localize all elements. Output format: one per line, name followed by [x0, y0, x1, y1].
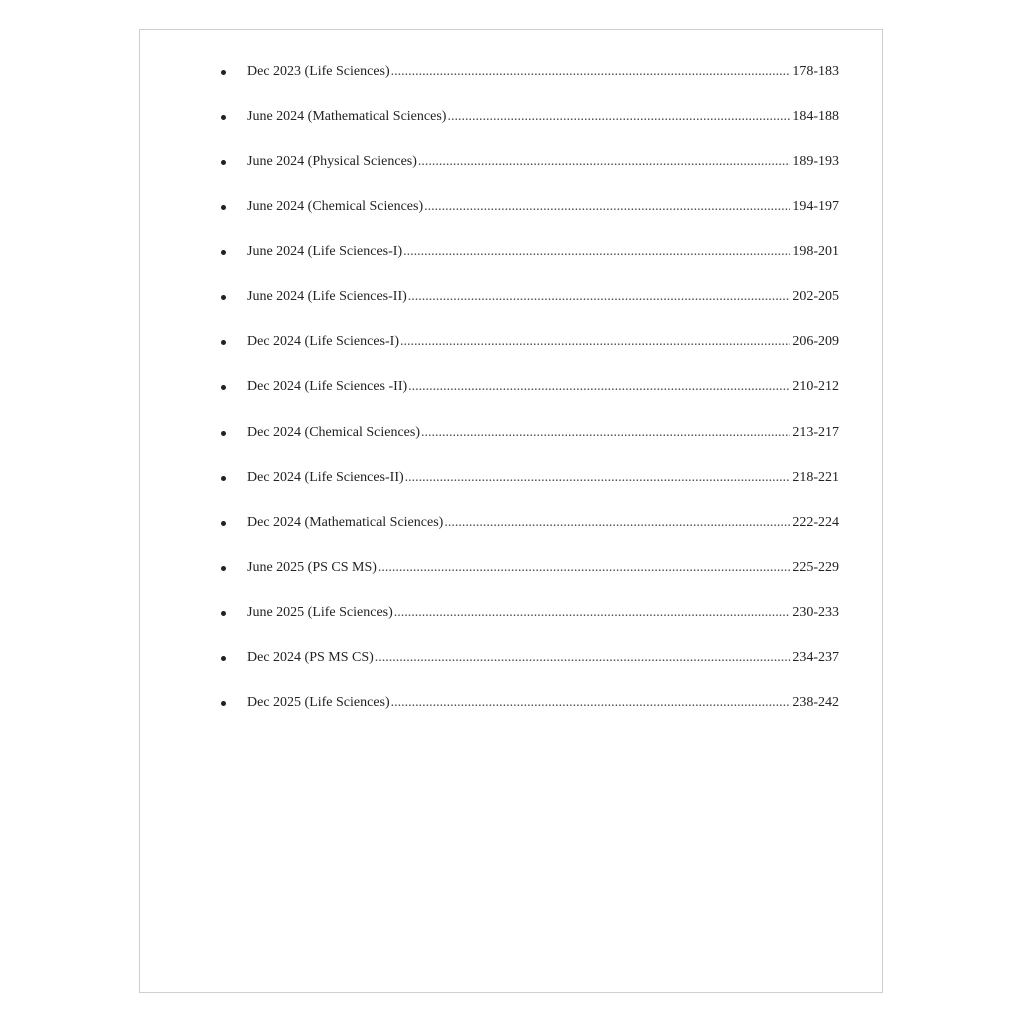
toc-entry-title: Dec 2025 (Life Sciences)	[247, 694, 390, 710]
toc-entry	[140, 423, 882, 443]
toc-entry-title: Dec 2024 (PS MS CS)	[247, 649, 374, 665]
dot-leader	[408, 287, 791, 307]
bullet-icon	[221, 340, 226, 345]
dot-leader	[403, 242, 790, 262]
bullet-icon	[221, 656, 226, 661]
toc-entry-title: June 2024 (Mathematical Sciences)	[247, 109, 447, 125]
toc-entry	[140, 242, 882, 262]
dot-leader	[391, 693, 791, 713]
bullet-icon	[221, 250, 226, 255]
dot-leader	[447, 107, 790, 127]
toc-entry-pages: 178-183	[792, 64, 839, 79]
toc-entry-title: June 2024 (Physical Sciences)	[247, 154, 417, 170]
toc-entry	[140, 197, 882, 217]
toc-entry-pages: 202-205	[792, 289, 839, 305]
toc-entry	[140, 152, 882, 172]
dot-leader	[424, 197, 790, 217]
toc-entry-pages: 225-229	[792, 559, 839, 575]
bullet-icon	[221, 115, 226, 120]
toc-entry-title: June 2024 (Life Sciences-II)	[247, 289, 407, 305]
bullet-icon	[221, 476, 226, 481]
bullet-icon	[221, 521, 226, 526]
dot-leader	[444, 513, 790, 533]
toc-entry-title: Dec 2024 (Life Sciences-II)	[247, 469, 404, 485]
bullet-icon	[221, 205, 226, 210]
dot-leader	[408, 377, 790, 397]
toc-entry	[140, 62, 882, 82]
bullet-icon	[221, 70, 226, 75]
bullet-icon	[221, 431, 226, 436]
dot-leader	[378, 558, 790, 578]
toc-entry-title: June 2025 (Life Sciences)	[247, 604, 393, 620]
toc-entry-title: Dec 2024 (Chemical Sciences)	[247, 424, 420, 440]
toc-entry	[140, 377, 882, 397]
dot-leader	[405, 468, 791, 488]
toc-entry	[140, 603, 882, 623]
toc-entry-title: Dec 2024 (Life Sciences-I)	[247, 334, 399, 350]
toc-entry	[140, 332, 882, 352]
dot-leader	[418, 152, 790, 172]
dot-leader	[400, 332, 790, 352]
toc-entry-pages: 222-224	[792, 514, 839, 530]
bullet-icon	[221, 611, 226, 616]
dot-leader	[391, 62, 791, 82]
toc-entry-pages: 210-212	[792, 379, 839, 395]
toc-entry-title: Dec 2024 (Mathematical Sciences)	[247, 514, 444, 530]
toc-entry-pages: 184-188	[792, 109, 839, 125]
toc-entry-pages: 218-221	[792, 469, 839, 485]
toc-entry-pages: 194-197	[792, 199, 839, 215]
toc-entry-title: June 2024 (Life Sciences-I)	[247, 244, 403, 260]
dot-leader	[394, 603, 791, 623]
toc-entry-pages: 230-233	[792, 604, 839, 620]
bullet-icon	[221, 701, 226, 706]
toc-entry-title: June 2025 (PS CS MS)	[247, 559, 377, 575]
bullet-icon	[221, 566, 226, 571]
toc-entry-title: Dec 2024 (Life Sciences -II)	[247, 379, 408, 395]
toc-entry-title: Dec 2023 (Life Sciences)	[247, 64, 390, 79]
toc-entry-pages: 238-242	[792, 694, 839, 710]
toc-entry-pages: 189-193	[792, 154, 839, 170]
toc-entry-title: June 2024 (Chemical Sciences)	[247, 199, 424, 215]
toc-entry-pages: 213-217	[792, 424, 839, 440]
toc-entry	[140, 558, 882, 578]
toc-entry	[140, 107, 882, 127]
toc-entry	[140, 287, 882, 307]
document-page	[139, 29, 883, 993]
toc-entry	[140, 648, 882, 668]
dot-leader	[375, 648, 791, 668]
dot-leader	[421, 423, 790, 443]
toc-entry	[140, 468, 882, 488]
bullet-icon	[221, 295, 226, 300]
toc-entry-pages: 234-237	[792, 649, 839, 665]
bullet-icon	[221, 160, 226, 165]
bullet-icon	[221, 385, 226, 390]
toc-entry-pages: 206-209	[792, 334, 839, 350]
toc-entry-pages: 198-201	[792, 244, 839, 260]
toc-entry	[140, 693, 882, 713]
toc-entry	[140, 513, 882, 533]
